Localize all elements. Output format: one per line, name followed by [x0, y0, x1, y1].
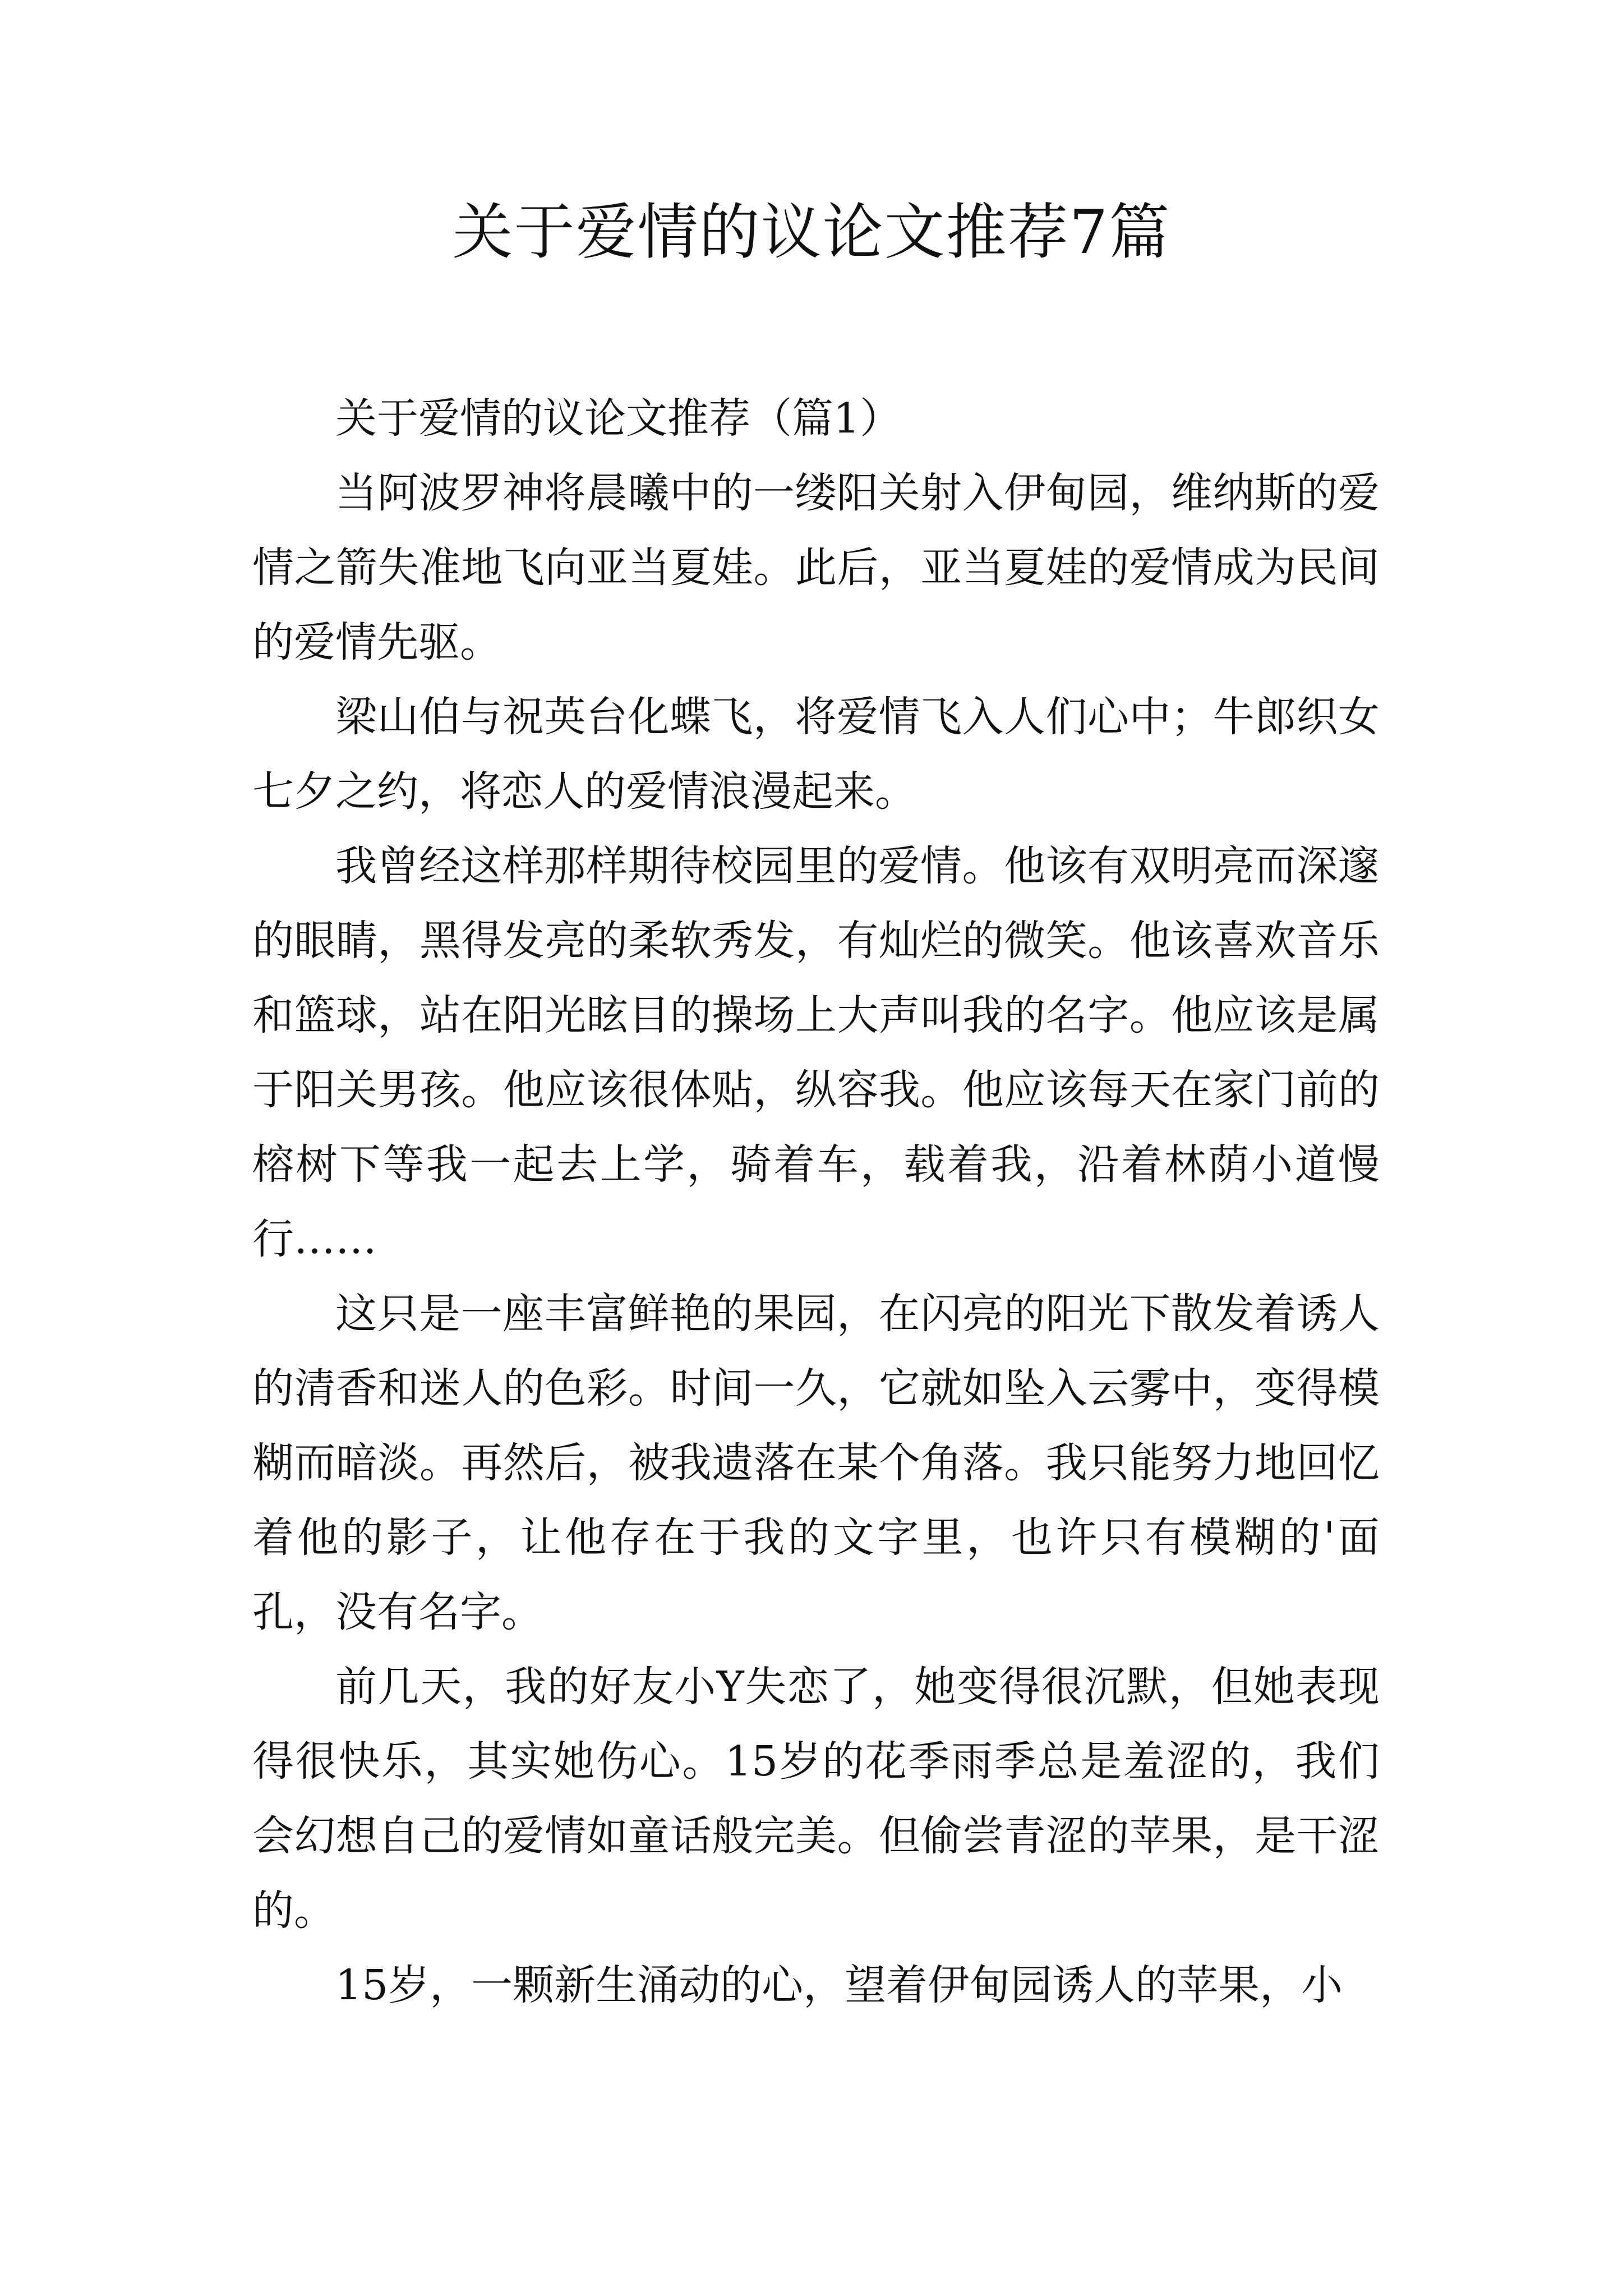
paragraph: 这只是一座丰富鲜艳的果园，在闪亮的阳光下散发着诱人的清香和迷人的色彩。时间一久，它就如坠入云雾中，变得模糊而暗淡。再然后，被我遗落在某个角落。我只能努力地回忆着他的影子，让他存在于我的文字里，也许只有模糊的'面孔，没有名字。 [252, 1290, 1380, 1636]
paragraph: 我曾经这样那样期待校园里的爱情。他该有双明亮而深邃的眼睛，黑得发亮的柔软秀发，有灿烂的微笑。他该喜欢音乐和篮球，站在阳光眩目的操场上大声叫我的名字。他应该是属于阳关男孩。他应该很体贴，纵容我。他应该每天在家门前的榕树下等我一起去上学，骑着车，载着我，沿着林荫小道慢行…… [252, 842, 1380, 1263]
document-body [252, 381, 1380, 2023]
document-title: 关于爱情的议论文推荐7篇 [452, 197, 1171, 268]
paragraph: 前几天，我的好友小Y失恋了，她变得很沉默，但她表现得很快乐，其实她伤心。15岁的花季雨季总是羞涩的，我们会幻想自己的爱情如童话般完美。但偷尝青涩的苹果，是干涩的。 [252, 1663, 1380, 1935]
section-heading: 关于爱情的议论文推荐（篇1） [335, 394, 902, 443]
paragraph: 梁山伯与祝英台化蝶飞，将爱情飞入人们心中；牛郎织女七夕之约，将恋人的爱情浪漫起来。 [252, 693, 1380, 816]
paragraph: 15岁，一颗新生涌动的心，望着伊甸园诱人的苹果，小 [335, 1961, 1343, 2009]
paragraph: 当阿波罗神将晨曦中的一缕阳关射入伊甸园，维纳斯的爱情之箭失准地飞向亚当夏娃。此后，亚当夏娃的爱情成为民间的爱情先驱。 [252, 469, 1380, 666]
